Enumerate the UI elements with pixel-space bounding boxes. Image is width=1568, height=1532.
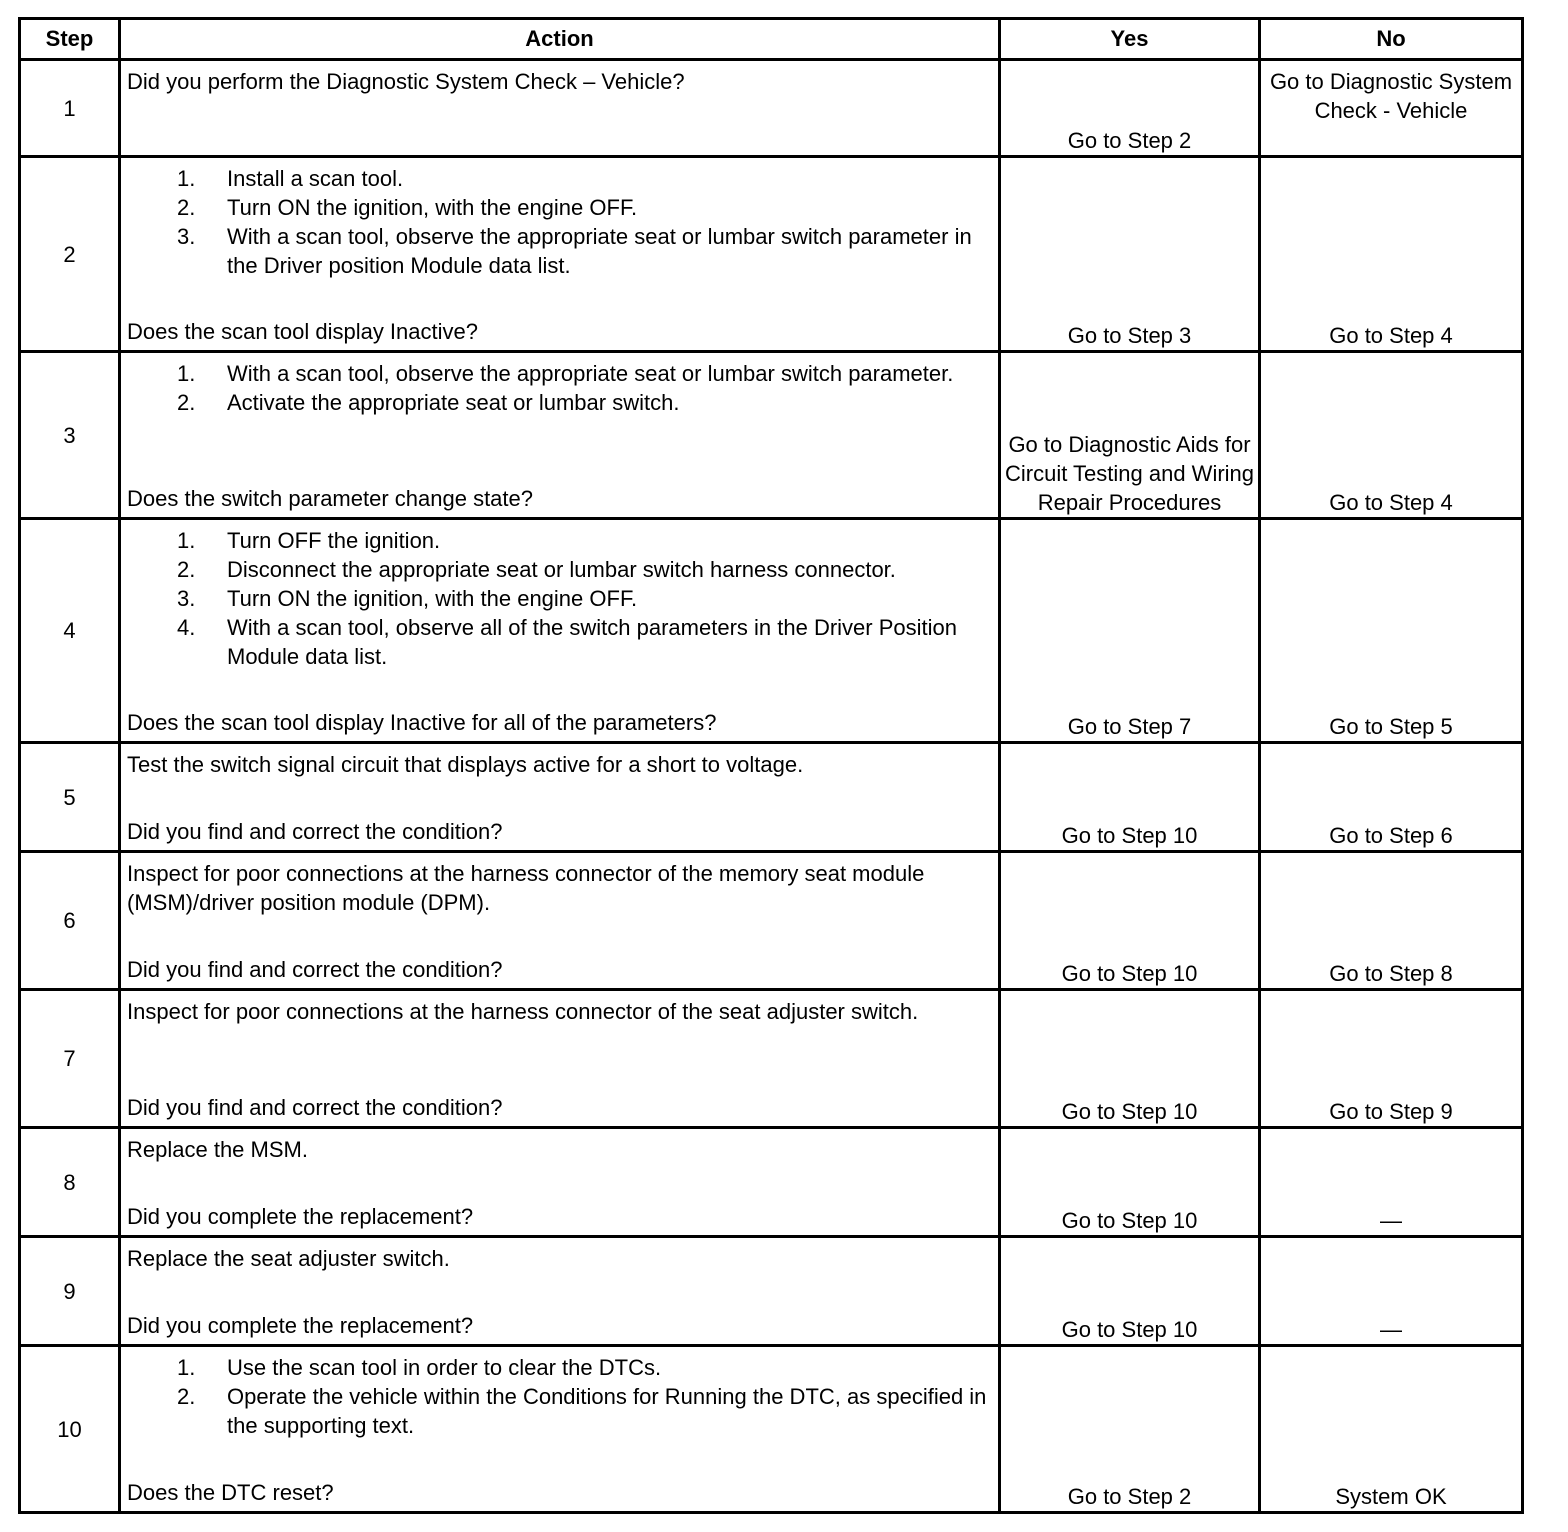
list-item-text: Turn ON the ignition, with the engine OFF. bbox=[227, 586, 638, 611]
list-item bbox=[177, 359, 990, 388]
step-number: 8 bbox=[20, 1128, 120, 1237]
list-item-number: 1. bbox=[177, 361, 196, 386]
list-item-number: 2. bbox=[177, 1384, 196, 1409]
header-action: Action bbox=[120, 19, 1000, 60]
no-result: Go to Step 6 bbox=[1260, 743, 1523, 852]
list-item-number: 4. bbox=[177, 615, 196, 640]
action-text: Inspect for poor connections at the harness connector of the memory seat module (MSM)/driver position module (DPM). bbox=[127, 861, 925, 915]
no-result: Go to Step 9 bbox=[1260, 990, 1523, 1128]
header-step: Step bbox=[20, 19, 120, 60]
list-item bbox=[177, 1353, 990, 1382]
table-row bbox=[20, 990, 1523, 1128]
action-question: Does the scan tool display Inactive for all of the parameters? bbox=[127, 710, 717, 735]
yes-result: Go to Step 10 bbox=[1000, 852, 1260, 990]
no-result: Go to Step 4 bbox=[1260, 157, 1523, 352]
step-number: 4 bbox=[20, 519, 120, 743]
list-item-text: With a scan tool, observe the appropriate seat or lumbar switch parameter. bbox=[227, 361, 954, 386]
yes-result: Go to Step 2 bbox=[1000, 60, 1260, 157]
yes-result: Go to Step 10 bbox=[1000, 743, 1260, 852]
list-item-number: 3. bbox=[177, 224, 196, 249]
yes-result: Go to Step 10 bbox=[1000, 990, 1260, 1128]
action-question: Did you find and correct the condition? bbox=[127, 1095, 503, 1120]
no-result: Go to Step 5 bbox=[1260, 519, 1523, 743]
step-number: 1 bbox=[20, 60, 120, 157]
action-cell bbox=[120, 852, 1000, 990]
action-cell bbox=[120, 157, 1000, 352]
step-number: 6 bbox=[20, 852, 120, 990]
list-item bbox=[177, 613, 990, 671]
list-item-text: With a scan tool, observe all of the switch parameters in the Driver Position Module data list. bbox=[227, 615, 957, 669]
list-item-number: 1. bbox=[177, 166, 196, 191]
list-item-number: 2. bbox=[177, 390, 196, 415]
table-row bbox=[20, 743, 1523, 852]
list-item bbox=[177, 164, 990, 193]
yes-result: Go to Step 10 bbox=[1000, 1128, 1260, 1237]
step-number: 2 bbox=[20, 157, 120, 352]
list-item-number: 3. bbox=[177, 586, 196, 611]
action-cell bbox=[120, 519, 1000, 743]
action-question: Does the scan tool display Inactive? bbox=[127, 319, 478, 344]
action-question: Did you complete the replacement? bbox=[127, 1204, 474, 1229]
step-number: 3 bbox=[20, 352, 120, 519]
action-cell bbox=[120, 60, 1000, 157]
action-text: Did you perform the Diagnostic System Check – Vehicle? bbox=[127, 69, 685, 94]
yes-result: Go to Diagnostic Aids for Circuit Testing and Wiring Repair Procedures bbox=[1000, 352, 1260, 519]
list-item-text: Disconnect the appropriate seat or lumbar switch harness connector. bbox=[227, 557, 896, 582]
procedure-list bbox=[127, 359, 990, 417]
header-no: No bbox=[1260, 19, 1523, 60]
list-item bbox=[177, 555, 990, 584]
action-question: Did you find and correct the condition? bbox=[127, 819, 503, 844]
no-result: System OK bbox=[1260, 1346, 1523, 1513]
action-cell bbox=[120, 1346, 1000, 1513]
no-result: — bbox=[1260, 1128, 1523, 1237]
step-number: 9 bbox=[20, 1237, 120, 1346]
list-item bbox=[177, 526, 990, 555]
no-result: Go to Step 4 bbox=[1260, 352, 1523, 519]
action-cell bbox=[120, 990, 1000, 1128]
action-cell bbox=[120, 1128, 1000, 1237]
table-body bbox=[20, 60, 1523, 1513]
list-item-number: 1. bbox=[177, 528, 196, 553]
list-item-text: Turn OFF the ignition. bbox=[227, 528, 441, 553]
procedure-list bbox=[127, 526, 990, 671]
action-text: Replace the MSM. bbox=[127, 1137, 308, 1162]
table-row bbox=[20, 1128, 1523, 1237]
action-cell bbox=[120, 743, 1000, 852]
list-item bbox=[177, 222, 990, 280]
action-text: Inspect for poor connections at the harness connector of the seat adjuster switch. bbox=[127, 999, 919, 1024]
action-question: Did you find and correct the condition? bbox=[127, 957, 503, 982]
header-row bbox=[20, 19, 1523, 60]
action-question: Did you complete the replacement? bbox=[127, 1313, 474, 1338]
step-number: 5 bbox=[20, 743, 120, 852]
header-yes: Yes bbox=[1000, 19, 1260, 60]
list-item-text: Activate the appropriate seat or lumbar switch. bbox=[227, 390, 680, 415]
table-row bbox=[20, 1237, 1523, 1346]
list-item bbox=[177, 388, 990, 417]
list-item-text: Operate the vehicle within the Conditions for Running the DTC, as specified in the supporting text. bbox=[227, 1384, 987, 1438]
list-item-text: With a scan tool, observe the appropriate seat or lumbar switch parameter in the Driver position Module data list. bbox=[227, 224, 972, 278]
no-result: Go to Step 8 bbox=[1260, 852, 1523, 990]
action-cell bbox=[120, 1237, 1000, 1346]
list-item-text: Use the scan tool in order to clear the DTCs. bbox=[227, 1355, 662, 1380]
list-item bbox=[177, 584, 990, 613]
table-row bbox=[20, 852, 1523, 990]
table-row bbox=[20, 519, 1523, 743]
action-text: Replace the seat adjuster switch. bbox=[127, 1246, 450, 1271]
step-number: 10 bbox=[20, 1346, 120, 1513]
list-item-number: 2. bbox=[177, 195, 196, 220]
action-cell bbox=[120, 352, 1000, 519]
table-row bbox=[20, 157, 1523, 352]
list-item bbox=[177, 193, 990, 222]
no-result: — bbox=[1260, 1237, 1523, 1346]
table-row bbox=[20, 352, 1523, 519]
yes-result: Go to Step 10 bbox=[1000, 1237, 1260, 1346]
list-item-number: 1. bbox=[177, 1355, 196, 1380]
procedure-list bbox=[127, 1353, 990, 1440]
action-question: Does the switch parameter change state? bbox=[127, 486, 534, 511]
yes-result: Go to Step 2 bbox=[1000, 1346, 1260, 1513]
list-item-text: Turn ON the ignition, with the engine OFF. bbox=[227, 195, 638, 220]
list-item-number: 2. bbox=[177, 557, 196, 582]
no-result: Go to Diagnostic System Check - Vehicle bbox=[1260, 60, 1523, 157]
yes-result: Go to Step 3 bbox=[1000, 157, 1260, 352]
diagnostic-table bbox=[18, 17, 1524, 1514]
action-text: Test the switch signal circuit that displays active for a short to voltage. bbox=[127, 752, 804, 777]
step-number: 7 bbox=[20, 990, 120, 1128]
procedure-list bbox=[127, 164, 990, 280]
action-question: Does the DTC reset? bbox=[127, 1480, 334, 1505]
yes-result: Go to Step 7 bbox=[1000, 519, 1260, 743]
table-row bbox=[20, 60, 1523, 157]
list-item bbox=[177, 1382, 990, 1440]
table-row bbox=[20, 1346, 1523, 1513]
list-item-text: Install a scan tool. bbox=[227, 166, 404, 191]
